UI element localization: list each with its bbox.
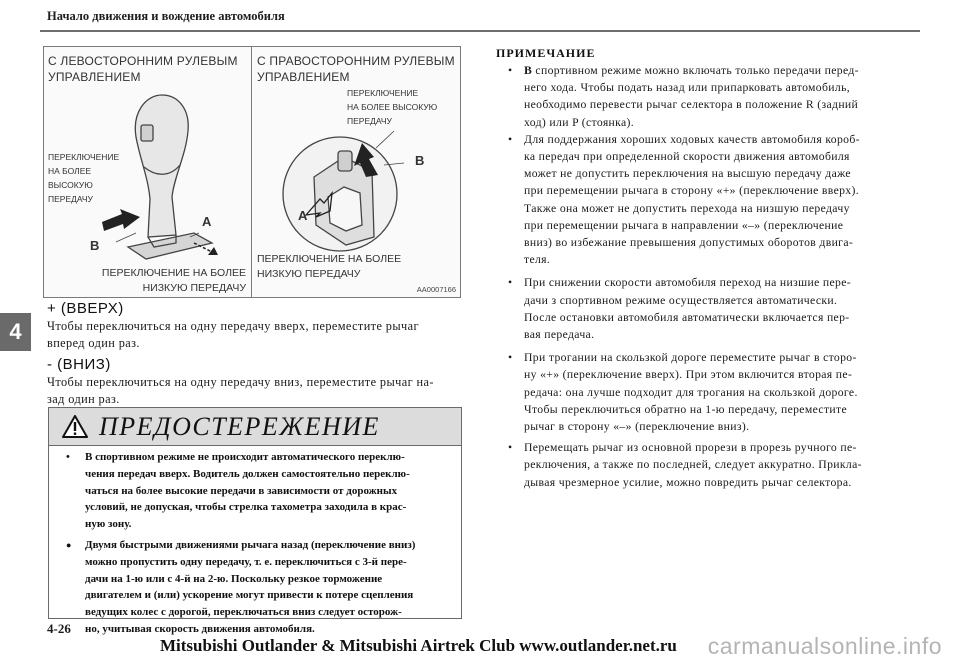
right-downshift-label: ПЕРЕКЛЮЧЕНИЕ НА БОЛЕЕ НИЗКУЮ ПЕРЕДАЧУ xyxy=(257,253,402,280)
note-item: • В спортивном режиме можно включать только передачи перед- него хода. Чтобы подать назад или припарковать автомобиль, необходимо перевести рычаг селектора в положение R (задний ход) или P (стоянка). xyxy=(508,64,859,129)
right-marker-b: B xyxy=(415,153,425,168)
right-upshift-label: ПЕРЕКЛЮЧЕНИЕ НА БОЛЕЕ ВЫСОКУЮ ПЕРЕДАЧУ xyxy=(347,88,438,126)
caution-title: ПРЕДОСТЕРЕЖЕНИЕ xyxy=(99,412,380,441)
note-title: ПРИМЕЧАНИЕ xyxy=(496,46,596,60)
watermark: carmanualsonline.info xyxy=(707,633,942,659)
caution-list xyxy=(60,449,456,642)
left-marker-a: A xyxy=(202,214,212,229)
warning-triangle-icon xyxy=(62,415,88,438)
shift-lever-figure xyxy=(43,46,461,298)
downshift-title: - (ВНИЗ) xyxy=(47,356,111,373)
right-marker-a: A xyxy=(298,208,308,223)
page-header-title: Начало движения и вождение автомобиля xyxy=(47,9,285,23)
right-gate-inset xyxy=(283,137,397,251)
left-shift-knob xyxy=(128,95,212,259)
figure-code: AA0007166 xyxy=(416,285,456,294)
left-marker-b: B xyxy=(90,238,100,253)
figure-left-title: С ЛЕВОСТОРОННИМ РУЛЕВЫМ УПРАВЛЕНИЕМ xyxy=(48,54,238,84)
caution-header xyxy=(49,408,461,446)
figure-right-title: С ПРАВОСТОРОННИМ РУЛЕВЫМ УПРАВЛЕНИЕМ xyxy=(257,54,455,84)
downshift-text: Чтобы переключиться на одну передачу вниз, переместите рычаг на- зад один раз. xyxy=(47,375,434,406)
upshift-text: Чтобы переключиться на одну передачу вверх, переместите рычаг вперед один раз. xyxy=(47,319,419,350)
caution-item: ● Двумя быстрыми движениями рычага назад (переключение вниз) можно пропустить одну передачу, т. е. переключиться с 3-й пере- дачи на 1-ю или с 4-й на 2-ю. Поскольку резкое торможение двигателем и (или) ускорение могут привести к потере сцепления ведущих колес с дорогой, переключаться вниз следует осторож- но, учитывая скорость движения автомобиля. xyxy=(66,538,416,635)
caution-item: • В спортивном режиме не происходит автоматического переклю- чения передач вверх. Водитель должен самостоятельно переклю- чаться на более высокие передачи в зависимости от дорожных условий, не допуская, чтобы стрелка тахометра заходила в крас- ную зону. xyxy=(66,451,410,531)
left-upshift-arrow xyxy=(102,209,140,231)
header-rule xyxy=(40,30,920,32)
left-upshift-label: ПЕРЕКЛЮЧЕНИЕ НА БОЛЕЕ ВЫСОКУЮ ПЕРЕДАЧУ xyxy=(48,152,120,204)
club-footer-text: Mitsubishi Outlander & Mitsubishi Airtrek Club www.outlander.net.ru xyxy=(160,636,677,655)
upshift-title: + (ВВЕРХ) xyxy=(47,300,124,317)
page-number: 4-26 xyxy=(47,621,71,636)
left-downshift-label: ПЕРЕКЛЮЧЕНИЕ НА БОЛЕЕ НИЗКУЮ ПЕРЕДАЧУ xyxy=(101,267,246,294)
note-item: • При снижении скорости автомобиля переход на низшие пере- дачи з спортивном режиме осуществляется автоматически. После остановки автомобиля автоматически включается пер- вая передача. xyxy=(508,276,851,342)
note-item: • Для поддержания хороших ходовых качеств автомобиля короб- ка передач при определенной скорости движения автомобиля может не допустить переключения на высшую передачу даже при перемещении рычага в сторону «+» (переключение вверх). Также она может не допустить перехода на низшую передачу при перемещении рычага в направлении «–» (переключение вниз) во избежание превышения допустимых оборотов двига- теля. xyxy=(508,132,860,267)
chapter-tab: 4 xyxy=(0,313,31,351)
note-list xyxy=(498,62,918,491)
note-item: • Перемещать рычаг из основной прорези в прорезь ручного пе- реключения, а также по последней, следует аккуратно. Прикла- дывая чрезмерное усилие, можно повредить рычаг селектора. xyxy=(508,441,862,489)
note-item: • При трогании на скользкой дороге переместите рычаг в сторо- ну «+» (переключение вверх). При этом включится вторая пе- редача: она лучше подходит для трогания на скользкой дороге. Чтобы переключиться обратно на 1-ю передачу, переместите рычаг в сторону «–» (переключение вниз). xyxy=(508,351,858,434)
